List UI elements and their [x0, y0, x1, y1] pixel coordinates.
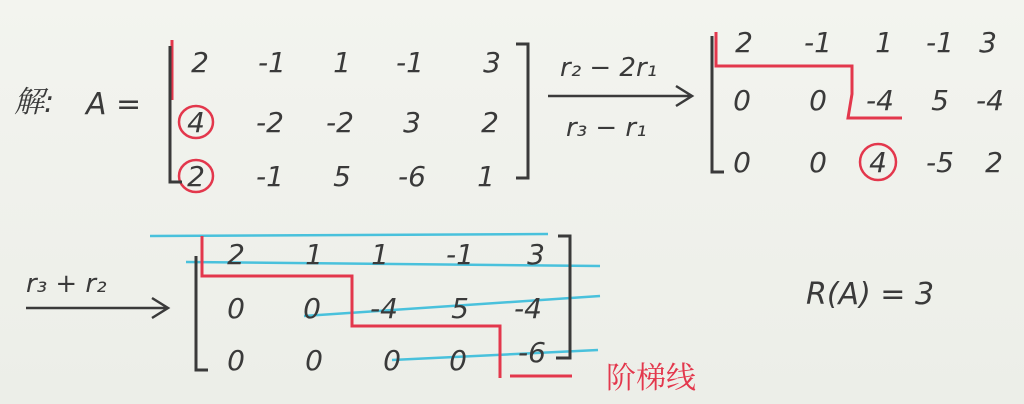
matrix-a-cell: 3 [403, 106, 421, 139]
staircase-note: 阶梯线 [606, 361, 696, 396]
step2-arrow-icon [26, 298, 168, 318]
matrix-c-cell: 0 [227, 344, 245, 377]
matrix-b-cell: 1 [875, 26, 893, 59]
matrix-a-cell: 3 [483, 46, 501, 79]
matrix-b-left-bracket [712, 36, 724, 172]
matrix-b [712, 26, 1004, 180]
matrix-a-right-bracket [516, 44, 528, 178]
matrix-b-cell: -1 [804, 26, 832, 59]
matrix-a-cell: 2 [187, 160, 205, 193]
step1-op-top: r₂ − 2r₁ [560, 53, 658, 83]
matrix-a-cell: -1 [258, 46, 286, 79]
matrix-c [150, 234, 600, 378]
matrix-b-cell: 2 [985, 146, 1003, 179]
step2-operation [26, 269, 168, 318]
matrix-a-cell: -1 [396, 46, 424, 79]
step1-op-bottom: r₃ − r₁ [566, 113, 647, 143]
matrix-a-cell: -6 [398, 160, 426, 193]
rank-result: R(A) = 3 [806, 277, 935, 312]
matrix-a-cell: 2 [191, 46, 209, 79]
matrix-c-cell: 0 [303, 292, 321, 325]
solution-label: 解: [14, 85, 55, 120]
matrix-c-cell: 0 [383, 344, 401, 377]
matrix-c-cell: 5 [451, 292, 469, 325]
matrix-b-cell: 0 [733, 146, 751, 179]
matrix-b-cell: 5 [931, 84, 949, 117]
matrix-c-cell: 1 [305, 238, 323, 271]
matrix-c-cell: 0 [305, 344, 323, 377]
matrix-b-cell: 4 [869, 146, 887, 179]
matrix-a-cell: 1 [477, 160, 495, 193]
step1-operations [548, 53, 692, 143]
matrix-b-cell: -5 [926, 146, 954, 179]
matrix-b-cell: 0 [809, 146, 827, 179]
matrix-a-cell: -2 [256, 106, 284, 139]
matrix-c-cyan-line [150, 234, 548, 236]
matrix-c-cell: 0 [449, 344, 467, 377]
matrix-c-cell: -6 [518, 336, 546, 369]
matrix-a-name: A = [86, 87, 142, 122]
matrix-c-cell: 2 [227, 238, 245, 271]
matrix-a-cell: -2 [326, 106, 354, 139]
matrix-a-cell: -1 [256, 160, 284, 193]
matrix-c-cell: -4 [370, 292, 398, 325]
matrix-a-cell: 4 [187, 106, 205, 139]
matrix-a-cell: 1 [333, 46, 351, 79]
matrix-b-cell: -4 [976, 84, 1004, 117]
matrix-b-cell: -1 [926, 26, 954, 59]
matrix-a [170, 40, 528, 193]
step1-arrow-icon [548, 86, 692, 106]
matrix-b-cell: 0 [733, 84, 751, 117]
matrix-b-cell: 0 [809, 84, 827, 117]
matrix-c-cell: -4 [514, 292, 542, 325]
matrix-c-cell: 1 [371, 238, 389, 271]
matrix-b-cell: 3 [979, 26, 997, 59]
matrix-c-cell: 0 [227, 292, 245, 325]
matrix-c-cell: -1 [446, 238, 474, 271]
matrix-a-cell: 5 [333, 160, 351, 193]
matrix-b-cell: 2 [735, 26, 753, 59]
matrix-a-cell: 2 [481, 106, 499, 139]
matrix-b-cell: -4 [866, 84, 894, 117]
matrix-c-cell: 3 [527, 238, 545, 271]
step2-op: r₃ + r₂ [26, 269, 107, 299]
